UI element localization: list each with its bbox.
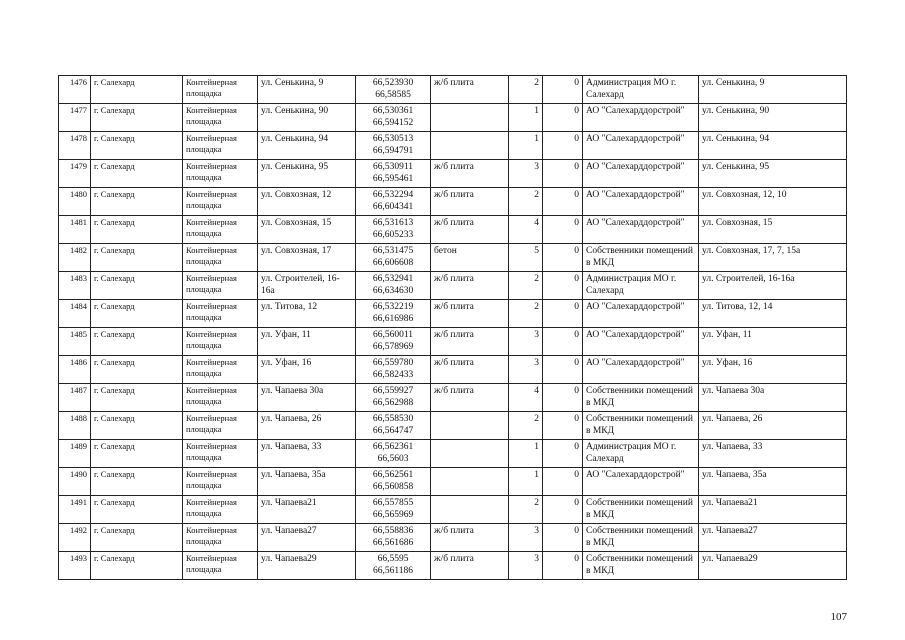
container-count-cell: 1 (509, 132, 543, 160)
site-type-cell: Контейнерная площадка (183, 188, 258, 216)
address-cell: ул. Титова, 12 (258, 300, 356, 328)
coordinates-cell (356, 300, 431, 328)
city-cell: г. Салехард (91, 76, 183, 104)
volume-cell: 0 (543, 412, 583, 440)
address-cell: ул. Сенькина, 90 (258, 104, 356, 132)
row-number-cell: 1481 (59, 216, 91, 244)
city-cell: г. Салехард (91, 552, 183, 580)
latitude-value: 66,530911 (372, 162, 414, 172)
longitude-value: 66,595461 (372, 174, 414, 184)
volume-cell: 0 (543, 132, 583, 160)
longitude-value: 66,594152 (372, 118, 414, 128)
served-objects-cell: ул. Сенькина, 95 (699, 160, 847, 188)
served-objects-cell: ул. Чапаева27 (699, 524, 847, 552)
surface-cell (431, 440, 509, 468)
site-type-cell: Контейнерная площадка (183, 440, 258, 468)
served-objects-cell: ул. Чапаева 30а (699, 384, 847, 412)
coordinates-cell (356, 496, 431, 524)
site-type-cell: Контейнерная площадка (183, 356, 258, 384)
surface-cell (431, 104, 509, 132)
coordinates-cell (356, 76, 431, 104)
row-number-cell: 1493 (59, 552, 91, 580)
site-type-cell: Контейнерная площадка (183, 132, 258, 160)
coordinates-cell (356, 104, 431, 132)
city-cell: г. Салехард (91, 244, 183, 272)
volume-cell: 0 (543, 440, 583, 468)
container-count-cell: 2 (509, 496, 543, 524)
table-body (59, 76, 847, 580)
address-cell: ул. Совхозная, 15 (258, 216, 356, 244)
surface-cell: ж/б плита (431, 300, 509, 328)
coordinates-cell (356, 244, 431, 272)
row-number-cell: 1488 (59, 412, 91, 440)
latitude-value: 66,562361 (372, 442, 414, 452)
row-number-cell: 1490 (59, 468, 91, 496)
surface-cell: бетон (431, 244, 509, 272)
container-count-cell: 4 (509, 384, 543, 412)
container-count-cell: 1 (509, 440, 543, 468)
volume-cell: 0 (543, 468, 583, 496)
surface-cell: ж/б плита (431, 76, 509, 104)
volume-cell: 0 (543, 76, 583, 104)
address-cell: ул. Строителей, 16-16а (258, 272, 356, 300)
table-row (59, 524, 847, 552)
row-number-cell: 1491 (59, 496, 91, 524)
site-type-cell: Контейнерная площадка (183, 216, 258, 244)
city-cell: г. Салехард (91, 384, 183, 412)
latitude-value: 66,558530 (372, 414, 414, 424)
address-cell: ул. Сенькина, 95 (258, 160, 356, 188)
row-number-cell: 1478 (59, 132, 91, 160)
table-row (59, 244, 847, 272)
site-type-cell: Контейнерная площадка (183, 160, 258, 188)
served-objects-cell: ул. Чапаева21 (699, 496, 847, 524)
table-row (59, 328, 847, 356)
container-count-cell: 3 (509, 356, 543, 384)
served-objects-cell: ул. Чапаева, 33 (699, 440, 847, 468)
surface-cell: ж/б плита (431, 524, 509, 552)
surface-cell: ж/б плита (431, 356, 509, 384)
surface-cell: ж/б плита (431, 160, 509, 188)
container-count-cell: 2 (509, 272, 543, 300)
row-number-cell: 1480 (59, 188, 91, 216)
latitude-value: 66,531475 (372, 246, 414, 256)
address-cell: ул. Чапаева, 35а (258, 468, 356, 496)
served-objects-cell: ул. Сенькина, 90 (699, 104, 847, 132)
served-objects-cell: ул. Титова, 12, 14 (699, 300, 847, 328)
longitude-value: 66,58585 (375, 90, 411, 100)
longitude-value: 66,634630 (372, 286, 414, 296)
row-number-cell: 1485 (59, 328, 91, 356)
owner-cell: АО "Салехарддорстрой" (583, 300, 699, 328)
owner-cell: АО "Салехарддорстрой" (583, 160, 699, 188)
container-count-cell: 3 (509, 524, 543, 552)
table-row (59, 440, 847, 468)
table-row (59, 412, 847, 440)
owner-cell: Собственники помещений в МКД (583, 384, 699, 412)
volume-cell: 0 (543, 272, 583, 300)
table-row (59, 216, 847, 244)
owner-cell: АО "Салехарддорстрой" (583, 188, 699, 216)
longitude-value: 66,605233 (372, 230, 414, 240)
address-cell: ул. Сенькина, 9 (258, 76, 356, 104)
table-row (59, 496, 847, 524)
latitude-value: 66,562561 (372, 470, 414, 480)
container-count-cell: 3 (509, 328, 543, 356)
longitude-value: 66,604341 (372, 202, 414, 212)
table-row (59, 300, 847, 328)
city-cell: г. Салехард (91, 412, 183, 440)
address-cell: ул. Чапаева, 33 (258, 440, 356, 468)
longitude-value: 66,616986 (372, 314, 414, 324)
container-count-cell: 2 (509, 76, 543, 104)
volume-cell: 0 (543, 244, 583, 272)
surface-cell (431, 496, 509, 524)
city-cell: г. Салехард (91, 216, 183, 244)
row-number-cell: 1486 (59, 356, 91, 384)
surface-cell: ж/б плита (431, 216, 509, 244)
longitude-value: 66,560858 (372, 482, 414, 492)
city-cell: г. Салехард (91, 104, 183, 132)
site-type-cell: Контейнерная площадка (183, 76, 258, 104)
address-cell: ул. Уфан, 16 (258, 356, 356, 384)
address-cell: ул. Чапаева27 (258, 524, 356, 552)
surface-cell: ж/б плита (431, 552, 509, 580)
site-type-cell: Контейнерная площадка (183, 552, 258, 580)
owner-cell: Собственники помещений в МКД (583, 496, 699, 524)
owner-cell: АО "Салехарддорстрой" (583, 328, 699, 356)
address-cell: ул. Сенькина, 94 (258, 132, 356, 160)
longitude-value: 66,561186 (372, 566, 414, 576)
served-objects-cell: ул. Строителей, 16-16а (699, 272, 847, 300)
coordinates-cell (356, 356, 431, 384)
surface-cell (431, 468, 509, 496)
served-objects-cell: ул. Сенькина, 9 (699, 76, 847, 104)
owner-cell: Собственники помещений в МКД (583, 524, 699, 552)
surface-cell (431, 412, 509, 440)
volume-cell: 0 (543, 524, 583, 552)
served-objects-cell: ул. Сенькина, 94 (699, 132, 847, 160)
city-cell: г. Салехард (91, 188, 183, 216)
address-cell: ул. Совхозная, 12 (258, 188, 356, 216)
coordinates-cell (356, 160, 431, 188)
address-cell: ул. Чапаева, 26 (258, 412, 356, 440)
volume-cell: 0 (543, 496, 583, 524)
owner-cell: АО "Салехарддорстрой" (583, 216, 699, 244)
container-count-cell: 2 (509, 300, 543, 328)
coordinates-cell (356, 384, 431, 412)
table-row (59, 160, 847, 188)
latitude-value: 66,532941 (372, 274, 414, 284)
site-type-cell: Контейнерная площадка (183, 244, 258, 272)
container-count-cell: 4 (509, 216, 543, 244)
site-type-cell: Контейнерная площадка (183, 468, 258, 496)
latitude-value: 66,532294 (372, 190, 414, 200)
latitude-value: 66,530513 (372, 134, 414, 144)
volume-cell: 0 (543, 188, 583, 216)
address-cell: ул. Уфан, 11 (258, 328, 356, 356)
row-number-cell: 1477 (59, 104, 91, 132)
address-cell: ул. Совхозная, 17 (258, 244, 356, 272)
owner-cell: Администрация МО г. Салехард (583, 76, 699, 104)
served-objects-cell: ул. Совхозная, 12, 10 (699, 188, 847, 216)
latitude-value: 66,523930 (372, 78, 414, 88)
surface-cell: ж/б плита (431, 272, 509, 300)
city-cell: г. Салехард (91, 160, 183, 188)
container-count-cell: 1 (509, 468, 543, 496)
row-number-cell: 1483 (59, 272, 91, 300)
coordinates-cell (356, 552, 431, 580)
longitude-value: 66,5603 (377, 454, 409, 464)
table-row (59, 272, 847, 300)
container-count-cell: 3 (509, 160, 543, 188)
longitude-value: 66,564747 (372, 426, 414, 436)
longitude-value: 66,606608 (372, 258, 414, 268)
coordinates-cell (356, 524, 431, 552)
city-cell: г. Салехард (91, 440, 183, 468)
longitude-value: 66,562988 (372, 398, 414, 408)
coordinates-cell (356, 272, 431, 300)
site-type-cell: Контейнерная площадка (183, 412, 258, 440)
city-cell: г. Салехард (91, 524, 183, 552)
surface-cell: ж/б плита (431, 384, 509, 412)
row-number-cell: 1489 (59, 440, 91, 468)
coordinates-cell (356, 468, 431, 496)
latitude-value: 66,560011 (372, 330, 414, 340)
longitude-value: 66,594791 (372, 146, 414, 156)
coordinates-cell (356, 328, 431, 356)
table-row (59, 356, 847, 384)
address-cell: ул. Чапаева21 (258, 496, 356, 524)
owner-cell: Администрация МО г. Салехард (583, 440, 699, 468)
registry-table (58, 75, 847, 580)
city-cell: г. Салехард (91, 272, 183, 300)
served-objects-cell: ул. Чапаева, 26 (699, 412, 847, 440)
owner-cell: Собственники помещений в МКД (583, 552, 699, 580)
owner-cell: АО "Салехарддорстрой" (583, 104, 699, 132)
page-number: 107 (830, 611, 847, 623)
volume-cell: 0 (543, 216, 583, 244)
surface-cell: ж/б плита (431, 328, 509, 356)
longitude-value: 66,561686 (372, 538, 414, 548)
row-number-cell: 1476 (59, 76, 91, 104)
row-number-cell: 1482 (59, 244, 91, 272)
table-row (59, 552, 847, 580)
owner-cell: Администрация МО г. Салехард (583, 272, 699, 300)
address-cell: ул. Чапаева 30а (258, 384, 356, 412)
city-cell: г. Салехард (91, 328, 183, 356)
table-row (59, 104, 847, 132)
volume-cell: 0 (543, 552, 583, 580)
table-row (59, 76, 847, 104)
latitude-value: 66,5595 (377, 554, 409, 564)
address-cell: ул. Чапаева29 (258, 552, 356, 580)
table-row (59, 132, 847, 160)
row-number-cell: 1479 (59, 160, 91, 188)
volume-cell: 0 (543, 300, 583, 328)
latitude-value: 66,530361 (372, 106, 414, 116)
table-row (59, 188, 847, 216)
served-objects-cell: ул. Уфан, 11 (699, 328, 847, 356)
latitude-value: 66,532219 (372, 302, 414, 312)
owner-cell: АО "Салехарддорстрой" (583, 132, 699, 160)
served-objects-cell: ул. Чапаева, 35а (699, 468, 847, 496)
served-objects-cell: ул. Уфан, 16 (699, 356, 847, 384)
container-count-cell: 5 (509, 244, 543, 272)
coordinates-cell (356, 412, 431, 440)
row-number-cell: 1484 (59, 300, 91, 328)
city-cell: г. Салехард (91, 468, 183, 496)
latitude-value: 66,557855 (372, 498, 414, 508)
container-count-cell: 2 (509, 188, 543, 216)
container-count-cell: 1 (509, 104, 543, 132)
coordinates-cell (356, 188, 431, 216)
owner-cell: АО "Салехарддорстрой" (583, 356, 699, 384)
site-type-cell: Контейнерная площадка (183, 384, 258, 412)
volume-cell: 0 (543, 356, 583, 384)
city-cell: г. Салехард (91, 132, 183, 160)
site-type-cell: Контейнерная площадка (183, 300, 258, 328)
latitude-value: 66,558836 (372, 526, 414, 536)
coordinates-cell (356, 216, 431, 244)
site-type-cell: Контейнерная площадка (183, 104, 258, 132)
container-count-cell: 2 (509, 412, 543, 440)
owner-cell: АО "Салехарддорстрой" (583, 468, 699, 496)
surface-cell: ж/б плита (431, 188, 509, 216)
coordinates-cell (356, 440, 431, 468)
city-cell: г. Салехард (91, 356, 183, 384)
site-type-cell: Контейнерная площадка (183, 328, 258, 356)
site-type-cell: Контейнерная площадка (183, 272, 258, 300)
latitude-value: 66,559780 (372, 358, 414, 368)
coordinates-cell (356, 132, 431, 160)
served-objects-cell: ул. Совхозная, 15 (699, 216, 847, 244)
longitude-value: 66,578969 (372, 342, 414, 352)
site-type-cell: Контейнерная площадка (183, 496, 258, 524)
volume-cell: 0 (543, 104, 583, 132)
table-row (59, 468, 847, 496)
container-count-cell: 3 (509, 552, 543, 580)
volume-cell: 0 (543, 384, 583, 412)
latitude-value: 66,531613 (372, 218, 414, 228)
table-row (59, 384, 847, 412)
latitude-value: 66,559927 (372, 386, 414, 396)
volume-cell: 0 (543, 160, 583, 188)
served-objects-cell: ул. Совхозная, 17, 7, 15а (699, 244, 847, 272)
site-type-cell: Контейнерная площадка (183, 524, 258, 552)
owner-cell: Собственники помещений в МКД (583, 412, 699, 440)
served-objects-cell: ул. Чапаева29 (699, 552, 847, 580)
row-number-cell: 1492 (59, 524, 91, 552)
longitude-value: 66,565969 (372, 510, 414, 520)
row-number-cell: 1487 (59, 384, 91, 412)
surface-cell (431, 132, 509, 160)
longitude-value: 66,582433 (372, 370, 414, 380)
city-cell: г. Салехард (91, 496, 183, 524)
city-cell: г. Салехард (91, 300, 183, 328)
volume-cell: 0 (543, 328, 583, 356)
owner-cell: Собственники помещений в МКД (583, 244, 699, 272)
